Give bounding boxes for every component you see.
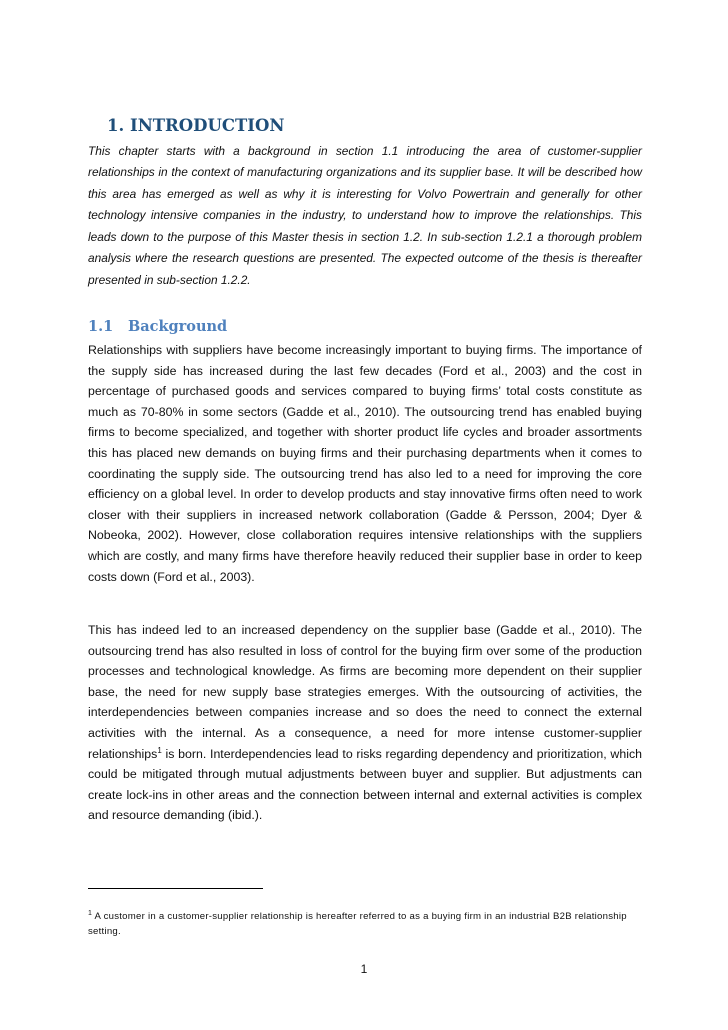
- section-heading: [88, 318, 227, 335]
- section-number: 1.1: [88, 318, 114, 335]
- page-number: 1: [360, 962, 368, 976]
- footnote-text: A customer in a customer-supplier relationship is hereafter referred to as a buying firm in an industrial B2B relationship setting.: [88, 911, 627, 937]
- paragraph-2-text-end: is born. Interdependencies lead to risks regarding dependency and prioritization, which could be mitigated through mutual adjustments between buyer and supplier. But adjustments can create lock-ins in other areas and the connection between internal and external activities is complex and resource demanding (ibid.).: [88, 746, 642, 823]
- paragraph-2-text-start: This has indeed led to an increased dependency on the supplier base (Gadde et al., 2010). The outsourcing trend has also resulted in loss of control for the buying firm over some of the production processes and technological knowledge. As firms are becoming more dependent on their supplier base, the need for new supply base strategies emerges. With the outsourcing of activities, the interdependencies between companies increase and so does the need to connect the external activities with the internal. As a consequence, a need for more intense customer-supplier relationships: [88, 623, 642, 761]
- footnote: [88, 909, 642, 939]
- section-title: Background: [128, 318, 228, 335]
- body-paragraph-2: [88, 620, 642, 826]
- footnote-reference[interactable]: 1: [157, 745, 162, 755]
- footnote-separator: [88, 888, 263, 889]
- footnote-marker: 1: [88, 910, 93, 917]
- body-paragraph-1: Relationships with suppliers have become increasingly important to buying firms. The importance of the supply side has increased during the last few decades (Ford et al., 2003) and the cost in percentage of purchased goods and services compared to buying firms’ total costs constitute as much as 70-80% in some sectors (Gadde et al., 2010). The outsourcing trend has enabled buying firms to become specialized, and together with shorter product life cycles and broader assortments this has placed new demands on buying firms and their purchasing departments when it comes to coordinating the supply side. The outsourcing trend has also led to a need for improving the core efficiency on a global level. In order to develop products and stay innovative firms often need to work closer with their suppliers in increased network collaboration (Gadde & Persson, 2004; Dyer & Nobeoka, 2002). However, close collaboration requires intensive relationships with the suppliers which are costly, and many firms have therefore heavily reduced their supplier base in order to keep costs down (Ford et al., 2003).: [88, 343, 642, 584]
- chapter-heading: 1. INTRODUCTION: [107, 116, 285, 135]
- chapter-intro: This chapter starts with a background in section 1.1 introducing the area of customer-supplier relationships in the context of manufacturing organizations and its supplier base. It will be described how this area has emerged as well as why it is interesting for Volvo Powertrain and generally for other technology intensive companies in the industry, to understand how to improve the relationships. This leads down to the purpose of this Master thesis in section 1.2. In sub-section 1.2.1 a thorough problem analysis where the research questions are presented. The expected outcome of the thesis is thereafter presented in sub-section 1.2.2.: [88, 144, 642, 287]
